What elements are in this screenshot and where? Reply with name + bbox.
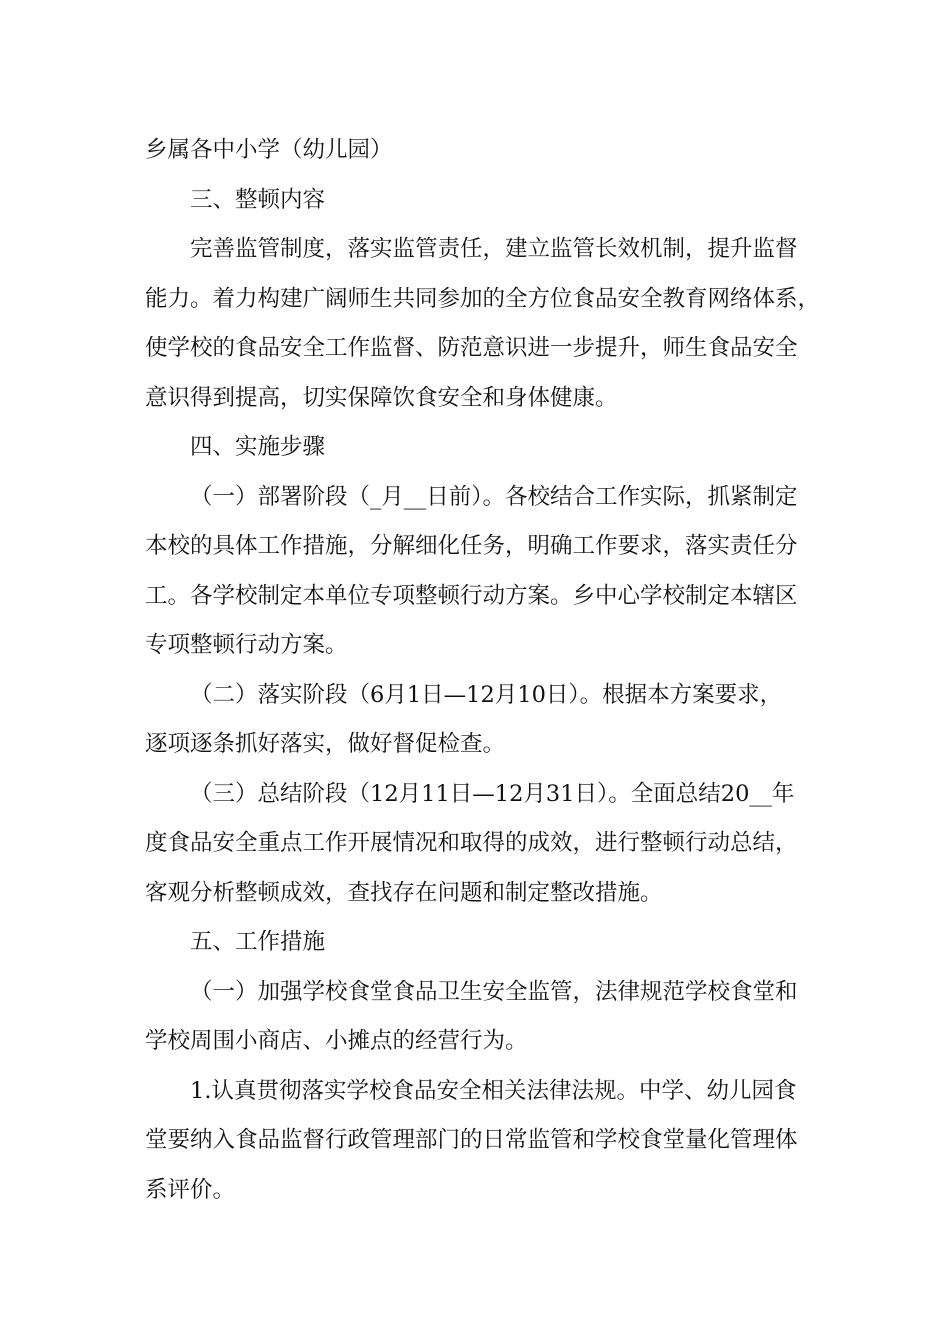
paragraph-line: （三）总结阶段（12月11日—12月31日）。全面总结20__年 xyxy=(190,780,795,807)
section-heading-3: 三、整顿内容 xyxy=(190,186,326,213)
paragraph-line: 工。各学校制定本单位专项整顿行动方案。乡中心学校制定本辖区 xyxy=(145,582,798,609)
paragraph-line: （二）落实阶段（6月1日—12月10日）。根据本方案要求， xyxy=(190,681,783,708)
paragraph-line: 本校的具体工作措施，分解细化任务，明确工作要求，落实责任分 xyxy=(145,533,798,559)
paragraph-line: 能力。着力构建广阔师生共同参加的全方位食品安全教育网络体系， xyxy=(145,285,821,312)
paragraph-line: 完善监管制度，落实监管责任，建立监管长效机制，提升监督 xyxy=(190,236,798,262)
document-body xyxy=(145,126,821,1215)
paragraph-line: 使学校的食品安全工作监督、防范意识进一步提升，师生食品安全 xyxy=(145,335,798,361)
paragraph-line: 逐项逐条抓好落实，做好督促检查。 xyxy=(145,731,506,757)
paragraph-line: 客观分析整顿成效，查找存在问题和制定整改措施。 xyxy=(145,879,663,906)
paragraph-line: 1.认真贯彻落实学校食品安全相关法律法规。中学、幼儿园食 xyxy=(190,1077,797,1104)
paragraph-line: 度食品安全重点工作开展情况和取得的成效，进行整顿行动总结， xyxy=(145,830,798,856)
section-heading-5: 五、工作措施 xyxy=(190,929,326,955)
paragraph-line: 意识得到提高，切实保障饮食安全和身体健康。 xyxy=(145,384,618,411)
paragraph-line: 学校周围小商店、小摊点的经营行为。 xyxy=(145,1028,528,1054)
paragraph-line: 系评价。 xyxy=(145,1176,236,1203)
paragraph-line: （一）部署阶段（_月__日前）。各校结合工作实际，抓紧制定 xyxy=(190,483,798,510)
section-heading-4: 四、实施步骤 xyxy=(190,434,326,460)
paragraph-line: （一）加强学校食堂食品卫生安全监管，法律规范学校食堂和 xyxy=(190,978,798,1005)
paragraph-line: 堂要纳入食品监督行政管理部门的日常监管和学校食堂量化管理体 xyxy=(145,1127,798,1153)
paragraph-line: 专项整顿行动方案。 xyxy=(145,632,348,658)
text-line-recipients: 乡属各中小学（幼儿园） xyxy=(145,137,393,163)
